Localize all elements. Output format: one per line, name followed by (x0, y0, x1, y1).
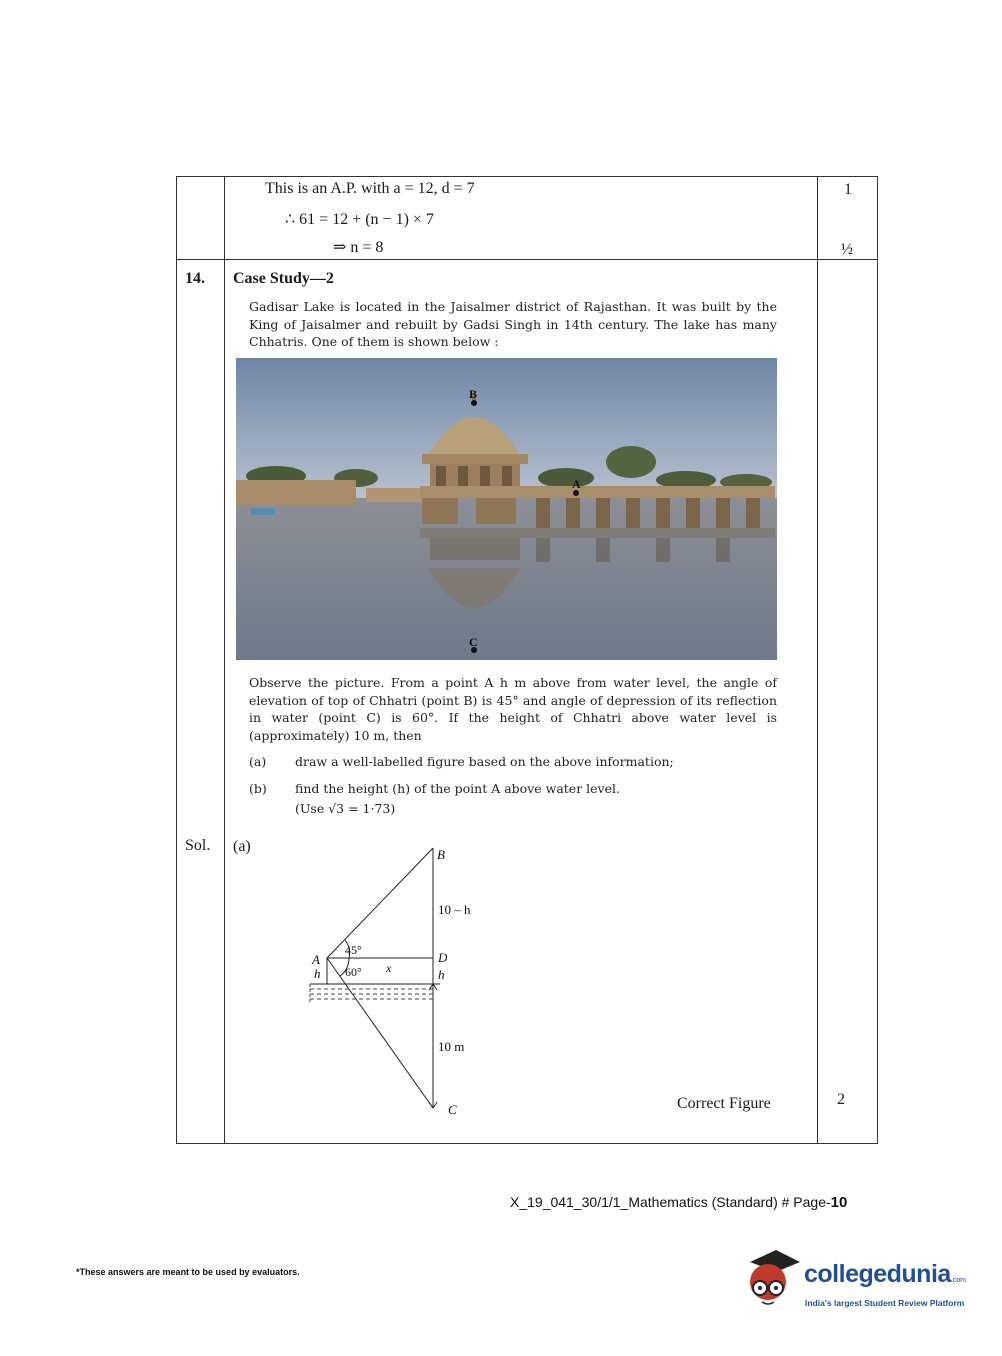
fig-label-angle1: 45° (345, 943, 362, 957)
evaluator-note: *These answers are meant to be used by evaluators. (76, 1267, 300, 1277)
fig-label-x: x (386, 961, 392, 975)
table-border-col2 (817, 176, 818, 1144)
case-observe: Observe the picture. From a point A h m above from water level, the angle of elevation of top of Chhatri (point B) is 45° and angle of depression of its reflection in water (point C) is 60°. If the height of Chhatri above water level is (approximately) 10 m, then (249, 675, 777, 743)
ap-line-2: ∴ 61 = 12 + (n − 1) × 7 (285, 211, 434, 228)
fig-label-B: B (437, 847, 445, 862)
fig-label-D: D (438, 950, 448, 965)
photo-label-B: B (469, 387, 478, 401)
part-a-label: (a) (249, 754, 267, 769)
part-b-label: (b) (249, 781, 267, 796)
ap-line-1: This is an A.P. with a = 12, d = 7 (265, 180, 475, 197)
fig-label-seg-top: 10 – h (438, 902, 471, 917)
table-border-top (176, 176, 878, 177)
fig-label-h-right: h (438, 967, 445, 982)
case-intro: Gadisar Lake is located in the Jaisalmer district of Rajasthan. It was built by the King of Jaisalmer and rebuilt by Gadsi Singh in 14th century. The lake has many Chhatris. One of them is shown below : (249, 299, 777, 349)
fig-label-A: A (312, 952, 320, 967)
case-study-title: Case Study—2 (233, 270, 334, 287)
lake-photo (236, 358, 777, 660)
fig-label-C: C (448, 1102, 457, 1117)
sol-mark: 2 (837, 1091, 845, 1108)
brand-suffix: .com (950, 1277, 966, 1284)
ap-mark-2: ½ (841, 241, 853, 258)
page-number: 10 (830, 1194, 848, 1211)
fig-label-h-left: h (314, 966, 321, 981)
part-a-text: draw a well-labelled figure based on the above information; (295, 754, 674, 769)
sol-part: (a) (233, 838, 251, 855)
question-number: 14. (185, 270, 205, 287)
table-border-bottom (176, 1143, 878, 1144)
table-border-right (877, 176, 878, 1144)
table-border-col1 (224, 176, 225, 1144)
fig-label-seg-bottom: 10 m (438, 1039, 465, 1054)
fig-label-angle2: 60° (345, 965, 362, 979)
page-ref-text: X_19_041_30/1/1_Mathematics (Standard) # Page- (510, 1194, 831, 1210)
page-reference (510, 1194, 847, 1211)
brand-tagline: India's largest Student Review Platform (805, 1298, 965, 1308)
ap-mark-1: 1 (844, 181, 852, 198)
photo-label-A: A (572, 477, 581, 491)
figure-caption: Correct Figure (677, 1095, 771, 1112)
ap-line-3: ⇒ n = 8 (333, 239, 384, 256)
table-border-left (176, 176, 177, 1144)
brand-name: collegedunia (804, 1260, 951, 1288)
part-b-text: find the height (h) of the point A above water level. (295, 781, 620, 796)
photo-label-C: C (469, 635, 478, 649)
mascot-icon (742, 1248, 802, 1312)
table-border-row (176, 259, 878, 260)
solution-figure (300, 840, 500, 1130)
sol-label: Sol. (185, 837, 211, 854)
use-note: (Use √3 = 1·73) (295, 801, 396, 816)
collegedunia-logo (742, 1248, 972, 1318)
